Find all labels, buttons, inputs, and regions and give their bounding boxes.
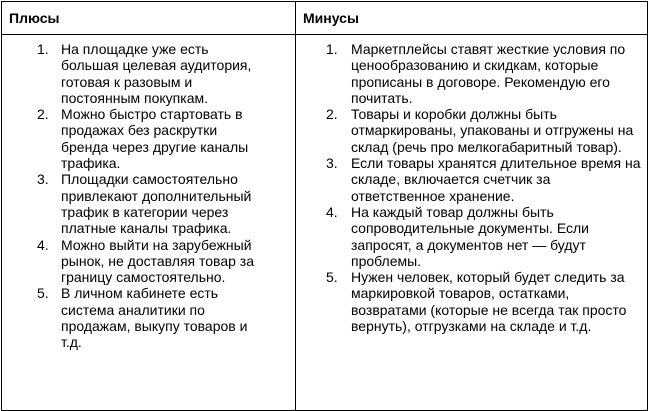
pros-item-2 xyxy=(2,106,295,171)
pros-item-5 xyxy=(2,285,295,350)
list-item-text: Маркетплейсы ставят жесткие условия по ценообразованию и скидкам, которые прописаны в договоре. Рекомендую его почитать. xyxy=(351,41,626,106)
cons-item-3 xyxy=(296,155,647,204)
pros-item-3 xyxy=(2,171,295,236)
list-number: 1. xyxy=(37,41,49,57)
pros-cons-table xyxy=(1,1,648,411)
cons-column xyxy=(296,35,647,410)
list-number: 2. xyxy=(37,106,49,123)
list-item-text: Площадки самостоятельно привлекают дополнительный трафик в категории через платные каналы трафика. xyxy=(61,171,252,237)
cons-header-label: Минусы xyxy=(303,10,359,26)
list-item-text: На площадке уже есть большая целевая аудитория, готовая к разовым и постоянным покупкам. xyxy=(61,41,252,106)
list-item-text: На каждый товар должны быть сопроводительные документы. Если запросят, а документов нет — будут проблемы. xyxy=(351,203,589,269)
list-item-text: Можно выйти на зарубежный рынок, не доставляя товар за границу самостоятельно. xyxy=(61,236,254,286)
cons-item-5 xyxy=(296,269,647,334)
list-number: 2. xyxy=(326,106,338,123)
pros-header xyxy=(2,2,296,35)
pros-header-label: Плюсы xyxy=(9,10,60,26)
list-number: 3. xyxy=(37,171,49,188)
cons-item-2 xyxy=(296,106,647,155)
pros-column xyxy=(2,35,296,410)
list-number: 5. xyxy=(37,285,49,302)
list-item-text: Нужен человек, который будет следить за маркировкой товаров, остатками, возвратами (которые не всегда так просто вернуть), отгрузками на складе и т.д. xyxy=(351,269,627,335)
pros-list xyxy=(2,35,295,351)
list-number: 1. xyxy=(326,41,338,57)
list-item-text: Можно быстро стартовать в продажах без раскрутки бренда через другие каналы трафика. xyxy=(61,106,249,172)
cons-item-4 xyxy=(296,204,647,269)
list-number: 3. xyxy=(326,155,338,172)
cons-header xyxy=(296,2,647,35)
list-number: 4. xyxy=(37,236,49,253)
cons-item-1 xyxy=(296,41,647,106)
list-item-text: Товары и коробки должны быть отмаркированы, упакованы и отгружены на склад (речь про мелкогабаритный товар). xyxy=(351,106,634,155)
cons-list xyxy=(296,35,647,334)
pros-item-4 xyxy=(2,237,295,286)
list-number: 5. xyxy=(326,269,338,286)
list-item-text: Если товары хранятся длительное время на складе, включается счетчик за ответственное хранение. xyxy=(351,155,641,204)
list-item-text: В личном кабинете есть система аналитики по продажам, выкупу товаров и т.д. xyxy=(61,285,248,351)
pros-item-1 xyxy=(2,41,295,106)
list-number: 4. xyxy=(326,203,338,220)
